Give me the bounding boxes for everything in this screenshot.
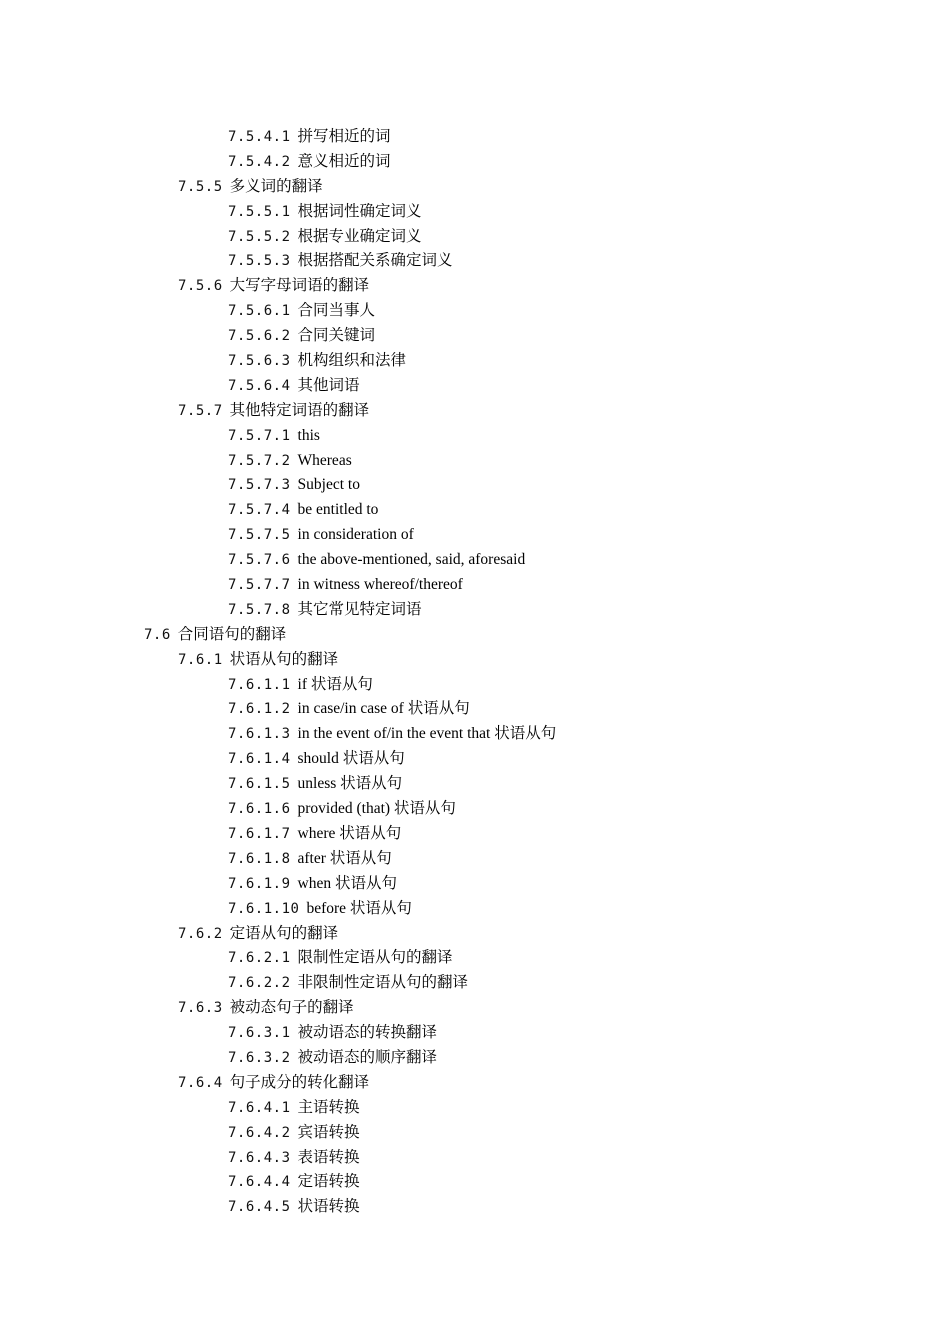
toc-entry-title: 意义相近的词 [297, 152, 391, 170]
toc-entry-title: 根据搭配关系确定词义 [297, 252, 453, 270]
toc-entry [0, 324, 950, 349]
toc-entry-number: 7.5.7.5 [228, 527, 291, 544]
toc-entry [0, 1096, 950, 1121]
toc-entry [0, 200, 950, 225]
toc-entry-title: 被动态句子的翻译 [229, 999, 354, 1017]
toc-entry [0, 1046, 950, 1071]
toc-entry-title: 被动语态的顺序翻译 [297, 1048, 438, 1066]
toc-entry-title: if 状语从句 [297, 675, 373, 693]
toc-entry-title: 宾语转换 [297, 1123, 360, 1141]
toc-entry-number: 7.5.7.6 [228, 552, 291, 569]
toc-entry-number: 7.5.6.4 [228, 377, 291, 394]
toc-entry-title: before 状语从句 [306, 899, 412, 917]
toc-entry-number: 7.5.7.2 [228, 452, 291, 469]
toc-entry-number: 7.6.3 [178, 1000, 223, 1017]
toc-entry [0, 150, 950, 175]
toc-entry [0, 822, 950, 847]
toc-entry-title: 根据专业确定词义 [297, 227, 422, 245]
toc-entry-title: 限制性定语从句的翻译 [297, 949, 453, 967]
toc-entry-title: in witness whereof/thereof [297, 576, 463, 594]
toc-entry [0, 449, 950, 474]
toc-entry-title: 合同语句的翻译 [177, 625, 287, 643]
toc-entry-number: 7.5.7.4 [228, 502, 291, 519]
toc-entry [0, 946, 950, 971]
toc-entry-title: this [297, 426, 320, 444]
toc-entry [0, 1170, 950, 1195]
toc-entry-title: 状语转换 [297, 1198, 360, 1216]
toc-entry-title: Whereas [297, 451, 352, 469]
toc-entry [0, 747, 950, 772]
toc-entry-number: 7.6.3.1 [228, 1025, 291, 1042]
toc-entry-number: 7.5.7.8 [228, 601, 291, 618]
toc-entry [0, 473, 950, 498]
toc-entry [0, 697, 950, 722]
toc-entry-number: 7.6.1.5 [228, 776, 291, 793]
toc-entry [0, 125, 950, 150]
toc-entry-title: 非限制性定语从句的翻译 [297, 974, 469, 992]
toc-entry-title: the above-mentioned, said, aforesaid [297, 551, 526, 569]
toc-entry-number: 7.6.1.7 [228, 825, 291, 842]
toc-entry-title: 合同关键词 [297, 327, 376, 345]
toc-entry [0, 772, 950, 797]
toc-entry-title: 定语转换 [297, 1173, 360, 1191]
toc-entry-number: 7.6.1 [178, 651, 223, 668]
toc-entry [0, 175, 950, 200]
toc-entry-title: when 状语从句 [297, 874, 397, 892]
toc-entry-title: 表语转换 [297, 1148, 360, 1166]
toc-entry [0, 1021, 950, 1046]
toc-entry [0, 548, 950, 573]
toc-entry-number: 7.5.6.1 [228, 303, 291, 320]
toc-entry-title: 合同当事人 [297, 302, 376, 320]
toc-entry [0, 797, 950, 822]
toc-entry-number: 7.6.4 [178, 1074, 223, 1091]
toc-entry [0, 349, 950, 374]
toc-entry [0, 847, 950, 872]
toc-entry [0, 498, 950, 523]
toc-entry-title: provided (that) 状语从句 [297, 800, 456, 818]
toc-entry [0, 573, 950, 598]
toc-entry-title: in case/in case of 状语从句 [297, 700, 470, 718]
toc-entry-number: 7.6.4.4 [228, 1174, 291, 1191]
toc-entry [0, 971, 950, 996]
toc-entry-title: 定语从句的翻译 [229, 924, 339, 942]
toc-entry [0, 225, 950, 250]
toc-entry-title: 多义词的翻译 [229, 177, 323, 195]
toc-entry-number: 7.6.1.10 [228, 900, 300, 917]
toc-entry-number: 7.6.3.2 [228, 1049, 291, 1066]
toc-entry-number: 7.5.6 [178, 278, 223, 295]
toc-entry-number: 7.5.4.2 [228, 153, 291, 170]
toc-entry-number: 7.5.6.2 [228, 328, 291, 345]
toc-entry-number: 7.6.2.1 [228, 950, 291, 967]
toc-entry [0, 399, 950, 424]
toc-entry-number: 7.5.6.3 [228, 353, 291, 370]
toc-entry [0, 1121, 950, 1146]
toc-entry-number: 7.6.2.2 [228, 975, 291, 992]
toc-entry [0, 249, 950, 274]
toc-entry-title: after 状语从句 [297, 849, 392, 867]
toc-entry-title: 句子成分的转化翻译 [229, 1073, 370, 1091]
toc-entry-number: 7.6.1.4 [228, 751, 291, 768]
toc-entry-number: 7.5.5.2 [228, 228, 291, 245]
toc-entry-number: 7.5.5 [178, 178, 223, 195]
toc-entry-title: 其他词语 [297, 376, 360, 394]
toc-entry [0, 673, 950, 698]
toc-entry-number: 7.6.4.3 [228, 1149, 291, 1166]
toc-entry-number: 7.6.1.9 [228, 875, 291, 892]
toc-entry-number: 7.6.4.2 [228, 1124, 291, 1141]
toc-entry [0, 523, 950, 548]
toc-entry-number: 7.6.1.3 [228, 726, 291, 743]
toc-entry [0, 299, 950, 324]
toc-entry [0, 922, 950, 947]
toc-entry [0, 1071, 950, 1096]
toc-entry-number: 7.6.1.6 [228, 801, 291, 818]
toc-entry-number: 7.5.7.1 [228, 427, 291, 444]
toc-entry-title: in consideration of [297, 526, 414, 544]
toc-page [0, 125, 950, 1220]
toc-entry-title: 拼写相近的词 [297, 128, 391, 145]
toc-entry-title: where 状语从句 [297, 824, 402, 842]
toc-entry-number: 7.5.5.3 [228, 253, 291, 270]
toc-entry-title: 根据词性确定词义 [297, 202, 422, 220]
toc-entry [0, 897, 950, 922]
toc-list [0, 125, 950, 1220]
toc-entry-title: 大写字母词语的翻译 [229, 277, 370, 295]
toc-entry [0, 374, 950, 399]
toc-entry-number: 7.6 [144, 626, 171, 643]
toc-entry [0, 1146, 950, 1171]
toc-entry-number: 7.6.1.1 [228, 676, 291, 693]
toc-entry-number: 7.5.7.7 [228, 577, 291, 594]
toc-entry [0, 1195, 950, 1220]
toc-entry [0, 872, 950, 897]
toc-entry-title: 被动语态的转换翻译 [297, 1024, 438, 1042]
toc-entry-number: 7.5.7 [178, 402, 223, 419]
toc-entry [0, 648, 950, 673]
toc-entry-title: should 状语从句 [297, 750, 405, 768]
toc-entry-title: Subject to [297, 476, 360, 494]
toc-entry-number: 7.6.1.8 [228, 850, 291, 867]
toc-entry-number: 7.5.5.1 [228, 203, 291, 220]
toc-entry-number: 7.6.4.1 [228, 1099, 291, 1116]
toc-entry [0, 722, 950, 747]
toc-entry [0, 623, 950, 648]
toc-entry-number: 7.6.2 [178, 925, 223, 942]
toc-entry-title: be entitled to [297, 501, 379, 519]
toc-entry-number: 7.6.1.2 [228, 701, 291, 718]
toc-entry-number: 7.5.4.1 [228, 129, 291, 145]
toc-entry-title: 机构组织和法律 [297, 352, 407, 370]
toc-entry-number: 7.6.4.5 [228, 1199, 291, 1216]
toc-entry-title: 状语从句的翻译 [229, 650, 339, 668]
toc-entry-title: 其它常见特定词语 [297, 600, 422, 618]
toc-entry-title: 主语转换 [297, 1098, 360, 1116]
toc-entry-title: 其他特定词语的翻译 [229, 401, 370, 419]
toc-entry [0, 996, 950, 1021]
toc-entry-title: unless 状语从句 [297, 775, 403, 793]
toc-entry [0, 274, 950, 299]
toc-entry [0, 598, 950, 623]
toc-entry-number: 7.5.7.3 [228, 477, 291, 494]
toc-entry-title: in the event of/in the event that 状语从句 [297, 725, 557, 743]
toc-entry [0, 424, 950, 449]
